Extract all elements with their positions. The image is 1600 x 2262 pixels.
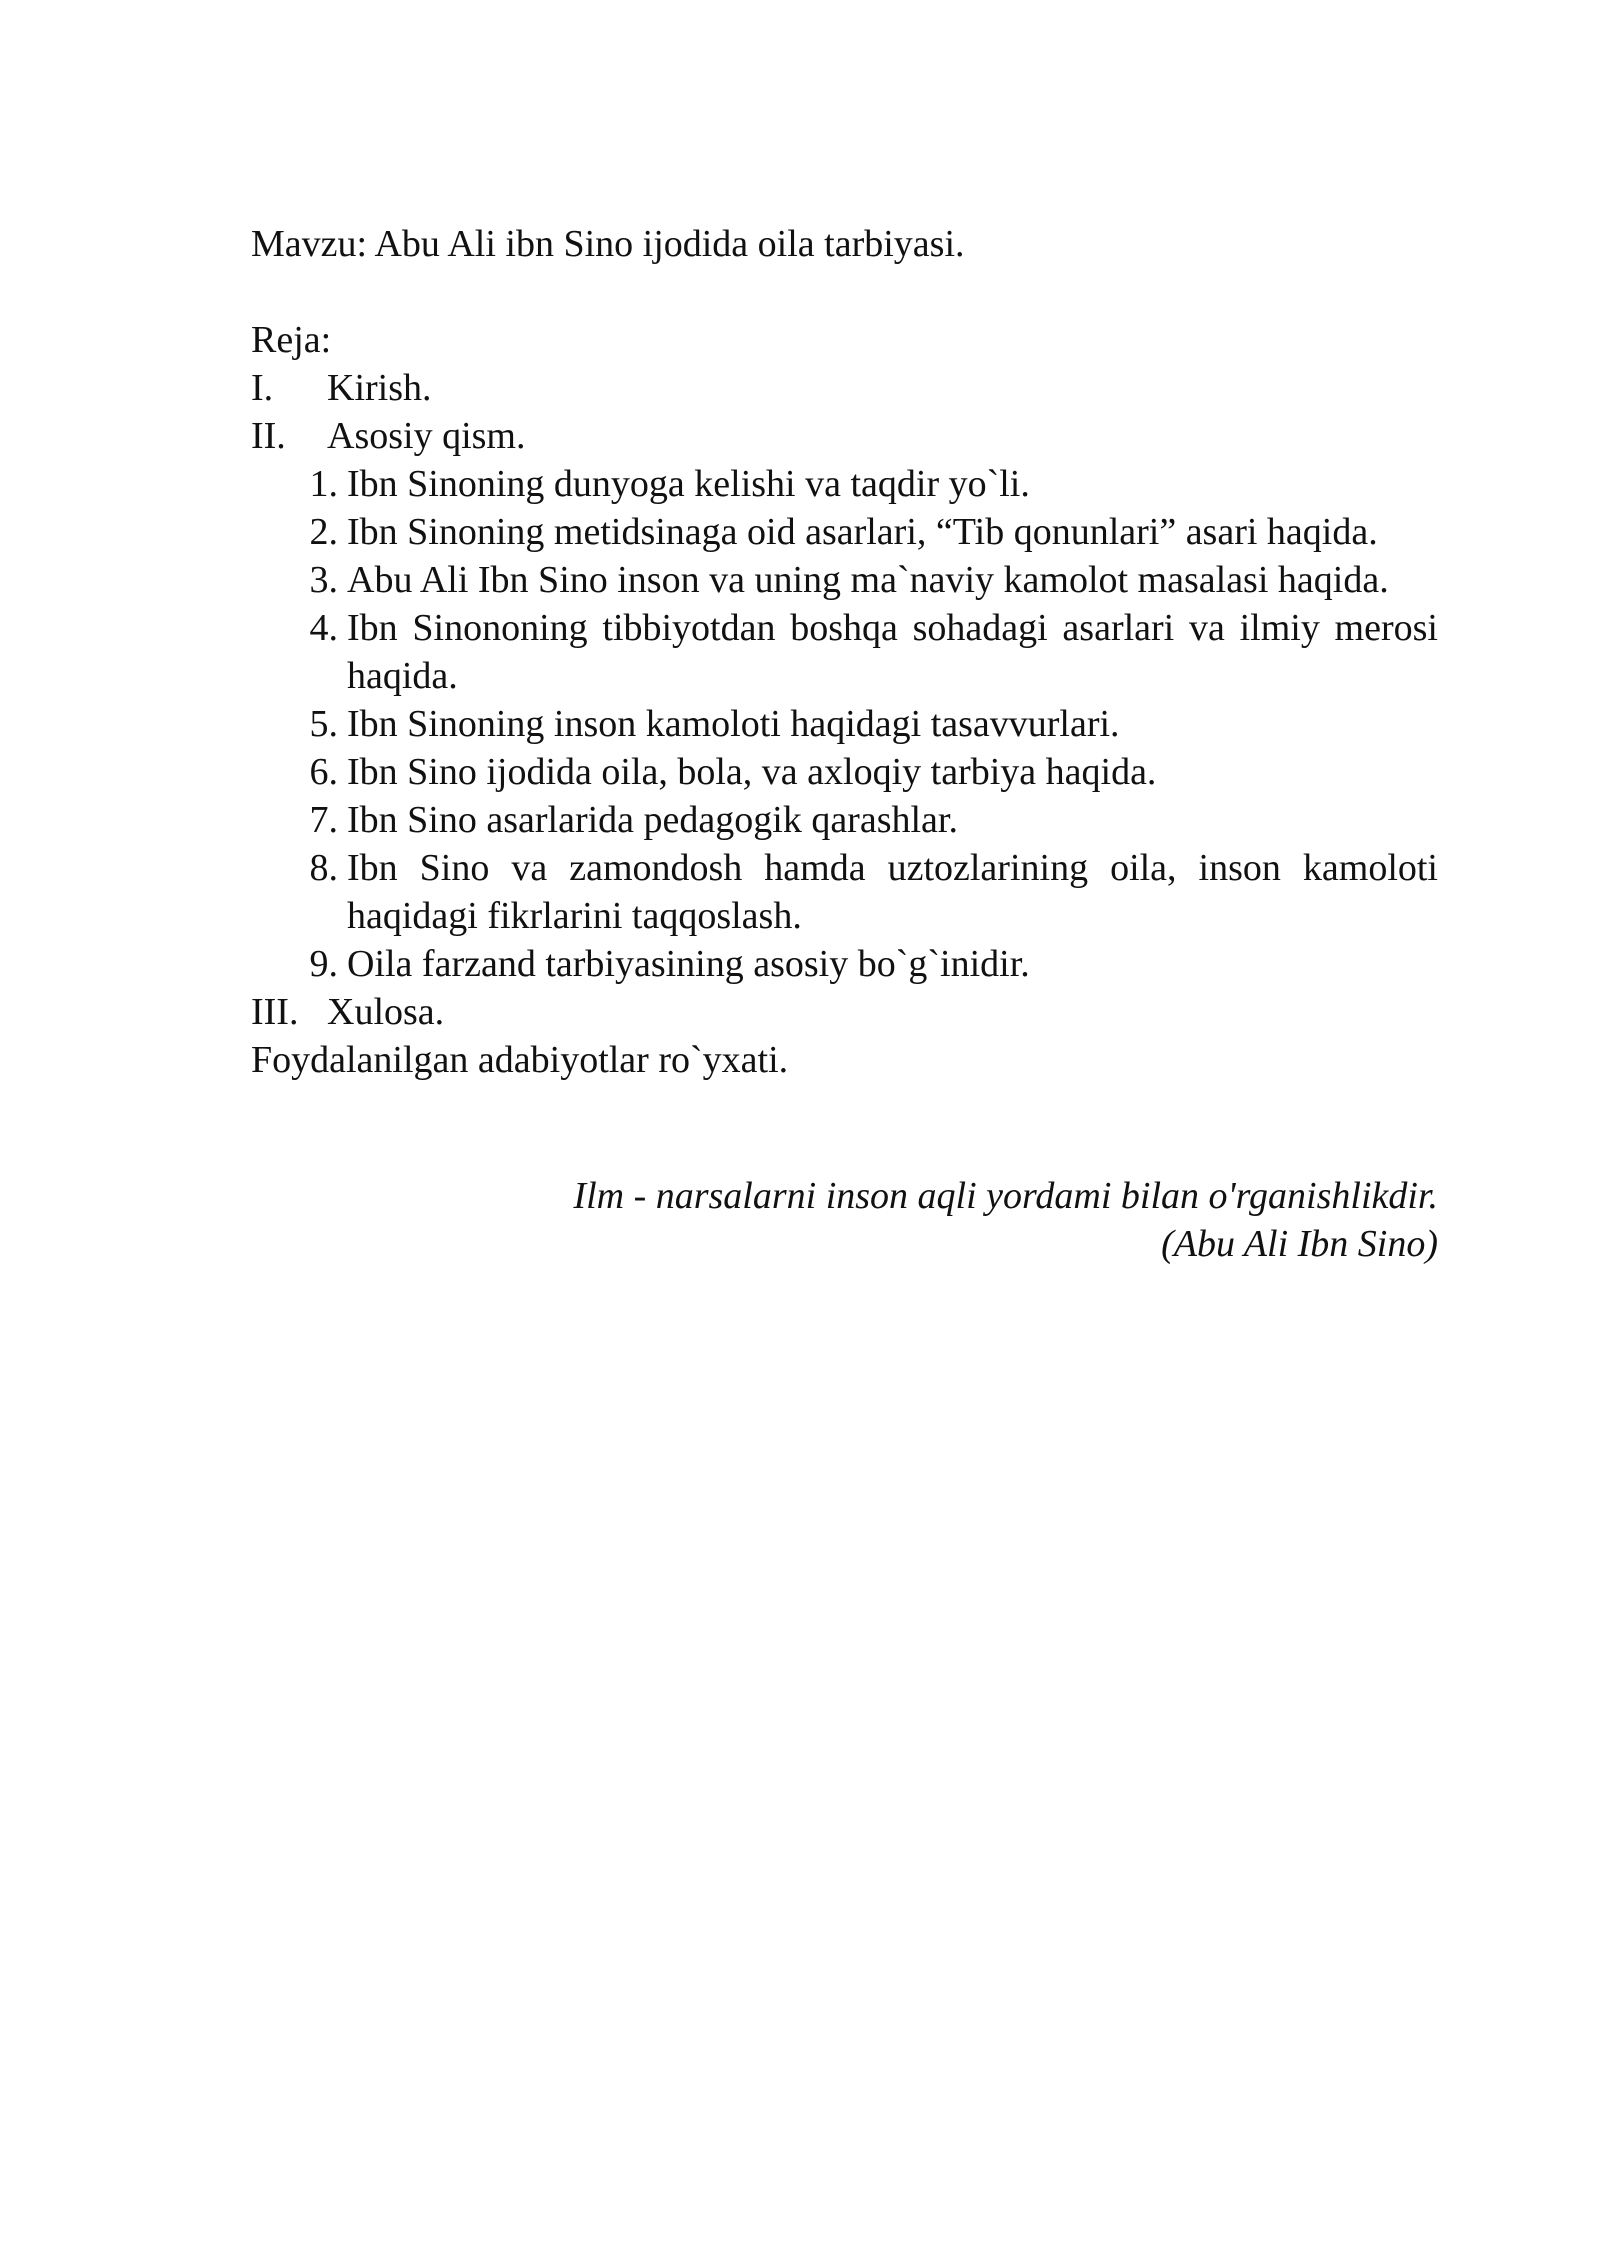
list-item-number: 2. xyxy=(309,511,338,553)
list-item-text: Ibn Sino asarlarida pedagogik qarashlar. xyxy=(347,799,958,841)
list-item-text: Ibn Sinoning inson kamoloti haqidagi tasavvurlari. xyxy=(347,703,1120,745)
document-page xyxy=(251,220,1438,1268)
list-item-number: 3. xyxy=(309,559,338,601)
list-item-text: Oila farzand tarbiyasining asosiy bo`g`inidir. xyxy=(347,943,1030,985)
list-item-number: 1. xyxy=(309,463,338,505)
list-item xyxy=(251,508,1438,556)
epigraph xyxy=(251,1172,1438,1268)
section-main xyxy=(251,412,1438,460)
section-label: Asosiy qism. xyxy=(327,415,526,457)
list-item xyxy=(251,844,1438,940)
list-item-text: Ibn Sinononing tibbiyotdan boshqa sohadagi asarlari va ilmiy merosi haqida. xyxy=(347,607,1438,697)
section-intro xyxy=(251,364,1438,412)
list-item xyxy=(251,796,1438,844)
epigraph-author: (Abu Ali Ibn Sino) xyxy=(1161,1223,1438,1265)
section-label: Xulosa. xyxy=(327,991,445,1033)
section-number: II. xyxy=(251,415,286,457)
list-item-number: 4. xyxy=(309,607,338,649)
references-line: Foydalanilgan adabiyotlar ro`yxati. xyxy=(251,1039,789,1081)
list-item xyxy=(251,748,1438,796)
list-item-number: 5. xyxy=(309,703,338,745)
list-item xyxy=(251,604,1438,700)
list-item-number: 8. xyxy=(309,847,338,889)
section-conclusion xyxy=(251,988,1438,1036)
section-number: I. xyxy=(251,367,274,409)
list-item xyxy=(251,460,1438,508)
plan-heading: Reja: xyxy=(251,319,332,361)
list-item-text: Abu Ali Ibn Sino inson va uning ma`naviy kamolot masalasi haqida. xyxy=(347,559,1389,601)
main-section-list xyxy=(251,460,1438,988)
list-item-number: 9. xyxy=(309,943,338,985)
list-item-text: Ibn Sino va zamondosh hamda uztozlarining oila, inson kamoloti haqidagi fikrlarini taqqoslash. xyxy=(347,847,1438,937)
list-item xyxy=(251,940,1438,988)
section-number: III. xyxy=(251,991,299,1033)
section-label: Kirish. xyxy=(327,367,432,409)
list-item-text: Ibn Sinoning dunyoga kelishi va taqdir yo`li. xyxy=(347,463,1030,505)
topic-title: Mavzu: Abu Ali ibn Sino ijodida oila tarbiyasi. xyxy=(251,223,965,265)
list-item-number: 6. xyxy=(309,751,338,793)
list-item-number: 7. xyxy=(309,799,338,841)
list-item xyxy=(251,700,1438,748)
epigraph-text: Ilm - narsalarni inson aqli yordami bilan o'rganishlikdir. xyxy=(573,1175,1438,1217)
list-item-text: Ibn Sino ijodida oila, bola, va axloqiy tarbiya haqida. xyxy=(347,751,1157,793)
list-item xyxy=(251,556,1438,604)
list-item-text: Ibn Sinoning metidsinaga oid asarlari, “Tib qonunlari” asari haqida. xyxy=(347,511,1378,553)
